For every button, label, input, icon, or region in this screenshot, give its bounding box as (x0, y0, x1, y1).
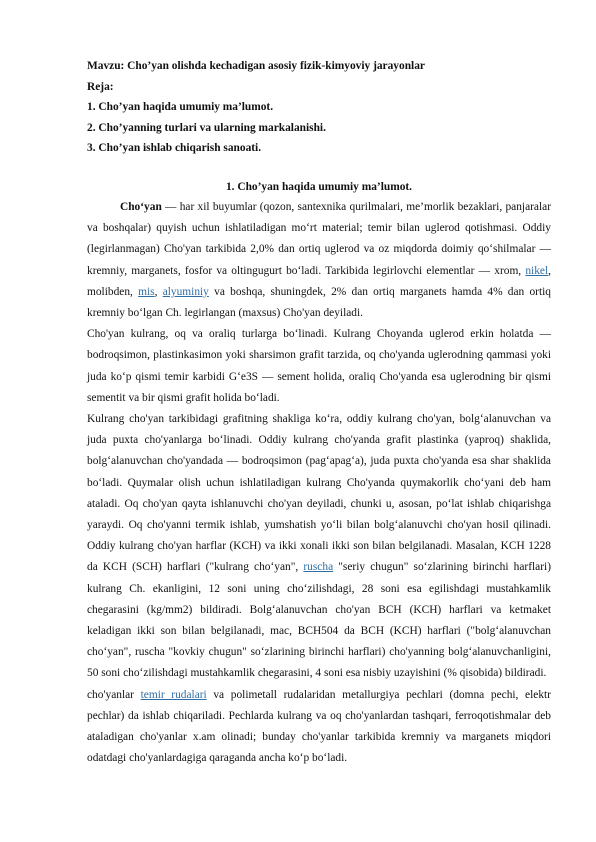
plan-item-1: 1. Cho’yan haqida umumiy ma’lumot. (87, 101, 274, 114)
link-ruscha[interactable]: ruscha (303, 561, 334, 574)
paragraph-text: cho'yanlar (87, 688, 141, 701)
paragraph-text: — har xil buyumlar (qozon, santexnika qurilmalari, me’morlik bezaklari, panjaralar va boshqalar) quyish uchun ishlatiladigan mo‘rt material; temir bilan uglerod qotishmasi. Oddiy (legirlanmagan) Cho'yan tarkibida 2,0% dan ortiq uglerod va oz miqdorda doimiy qo‘shilmalar — kremniy, marganets, fosfor va oltingugurt bo‘ladi. Tarkibida legirlovchi elementlar — xrom, (87, 200, 551, 277)
link-alyuminiy[interactable]: alyuminiy (162, 285, 209, 298)
paragraph-definition (87, 197, 551, 324)
paragraph-text: "seriy chugun" so‘zlarining birinchi harflari) kulrang Ch. ekanligini, 12 soni uning cho‘zilishdagi, 28 soni esa egilishdagi mustahkamlik chegarasini (kg/mm2) bildiradi. Bolg‘alanuvchan cho'yan BCH (KCH) harflari va ketmaket keladigan ikki son bilan belgilanadi, mac, BCH504 da BCH (KCH) harflari ("bolg‘alanuvchan cho‘yan", ruscha "kovkiy chugun" so‘zlarining birinchi harflari) cho'yanning bolg‘alanuvchanligini, 50 soni cho‘zilishdagi mustahkamlik chegarasini, 4 soni esa nisbiy uzayishini (% qisobida) bildiradi. (87, 561, 551, 680)
paragraph-text: , molibden, (87, 264, 551, 298)
plan-item-3: 3. Cho’yan ishlab chiqarish sanoati. (87, 142, 262, 155)
paragraph-text: Kulrang cho'yan tarkibidagi grafitning shakliga ko‘ra, oddiy kulrang cho'yan, bolg‘alanuvchan va juda puxta cho'yanlarga bo‘linadi. Oddiy kulrang cho'yanda grafit plastinka (yaproq) shaklida, bolg‘alanuvchan cho'yandada — bodroqsimon (pag‘apag‘a), juda puxta cho'yanda esa shar shaklida bo‘ladi. Quymalar olish uchun ishlatiladigan kulrang Cho'yanda quymakorlik cho‘yani deb ham ataladi. Oq cho'yan qayta ishlanuvchi cho'yan deyiladi, chunki u, asosan, po‘lat ishlab chiqarishga yaraydi. Oq cho'yanni termik ishlab, yumshatish yo‘li bilan bolg‘alanuvchi cho'yan hosil qilinadi. Oddiy kulrang cho'yan harflar (KCH) va ikki xonali ikki son bilan belgilanadi. Masalan, KCH 1228 da KCH (SCH) harflari ("kulrang cho‘yan", (87, 413, 551, 574)
document-page (87, 56, 551, 769)
link-nikel[interactable]: nikel (525, 264, 549, 277)
section-title: 1. Cho’yan haqida umumiy ma’lumot. (225, 180, 413, 193)
paragraph-text: va polimetall rudalaridan metallurgiya pechlari (domna pechi, elektr pechlar) da ishlab chiqariladi. Pechlarda kulrang va oq cho'yanlardan tashqari, ferroqotishmalar deb ataladigan cho'yanlar x.am olinadi; bunday cho'yanlar tarkibida kremniy va marganets miqdori odatdagi cho'yanlardagiga qaraganda ancha ko‘p bo‘ladi. (87, 688, 551, 765)
link-temir-rudalari[interactable]: temir rudalari (140, 688, 207, 701)
term-choyan: Cho‘yan (120, 200, 162, 213)
topic-line: Mavzu: Cho’yan olishda kechadigan asosiy fizik-kimyoviy jarayonlar (87, 60, 425, 72)
paragraph-text: , (154, 285, 163, 298)
paragraph-production (87, 685, 551, 770)
plan-heading: Reja: (87, 80, 114, 93)
paragraph-grey-iron (87, 409, 551, 685)
plan-item-2: 2. Cho’yanning turlari va ularning markalanishi. (87, 121, 326, 134)
paragraph-text: va boshqa, shuningdek, 2% dan ortiq marganets hamda 4% dan ortiq kremniy bo‘lgan Ch. legirlangan (maxsus) Cho'yan deyiladi. (87, 285, 551, 319)
link-mis[interactable]: mis (138, 285, 155, 298)
paragraph-types: Cho'yan kulrang, oq va oraliq turlarga bo‘linadi. Kulrang Choyanda uglerod erkin holatda — bodroqsimon, plastinkasimon yoki sharsimon grafit tarzida, oq cho'yanda uglerodning qammasi yoki juda ko‘p qismi temir karbidi G‘e3S — sement holida, oraliq Cho'yanda esa uglerodning bir qismi sementit va bir qismi grafit holida bo‘ladi. (87, 328, 551, 404)
